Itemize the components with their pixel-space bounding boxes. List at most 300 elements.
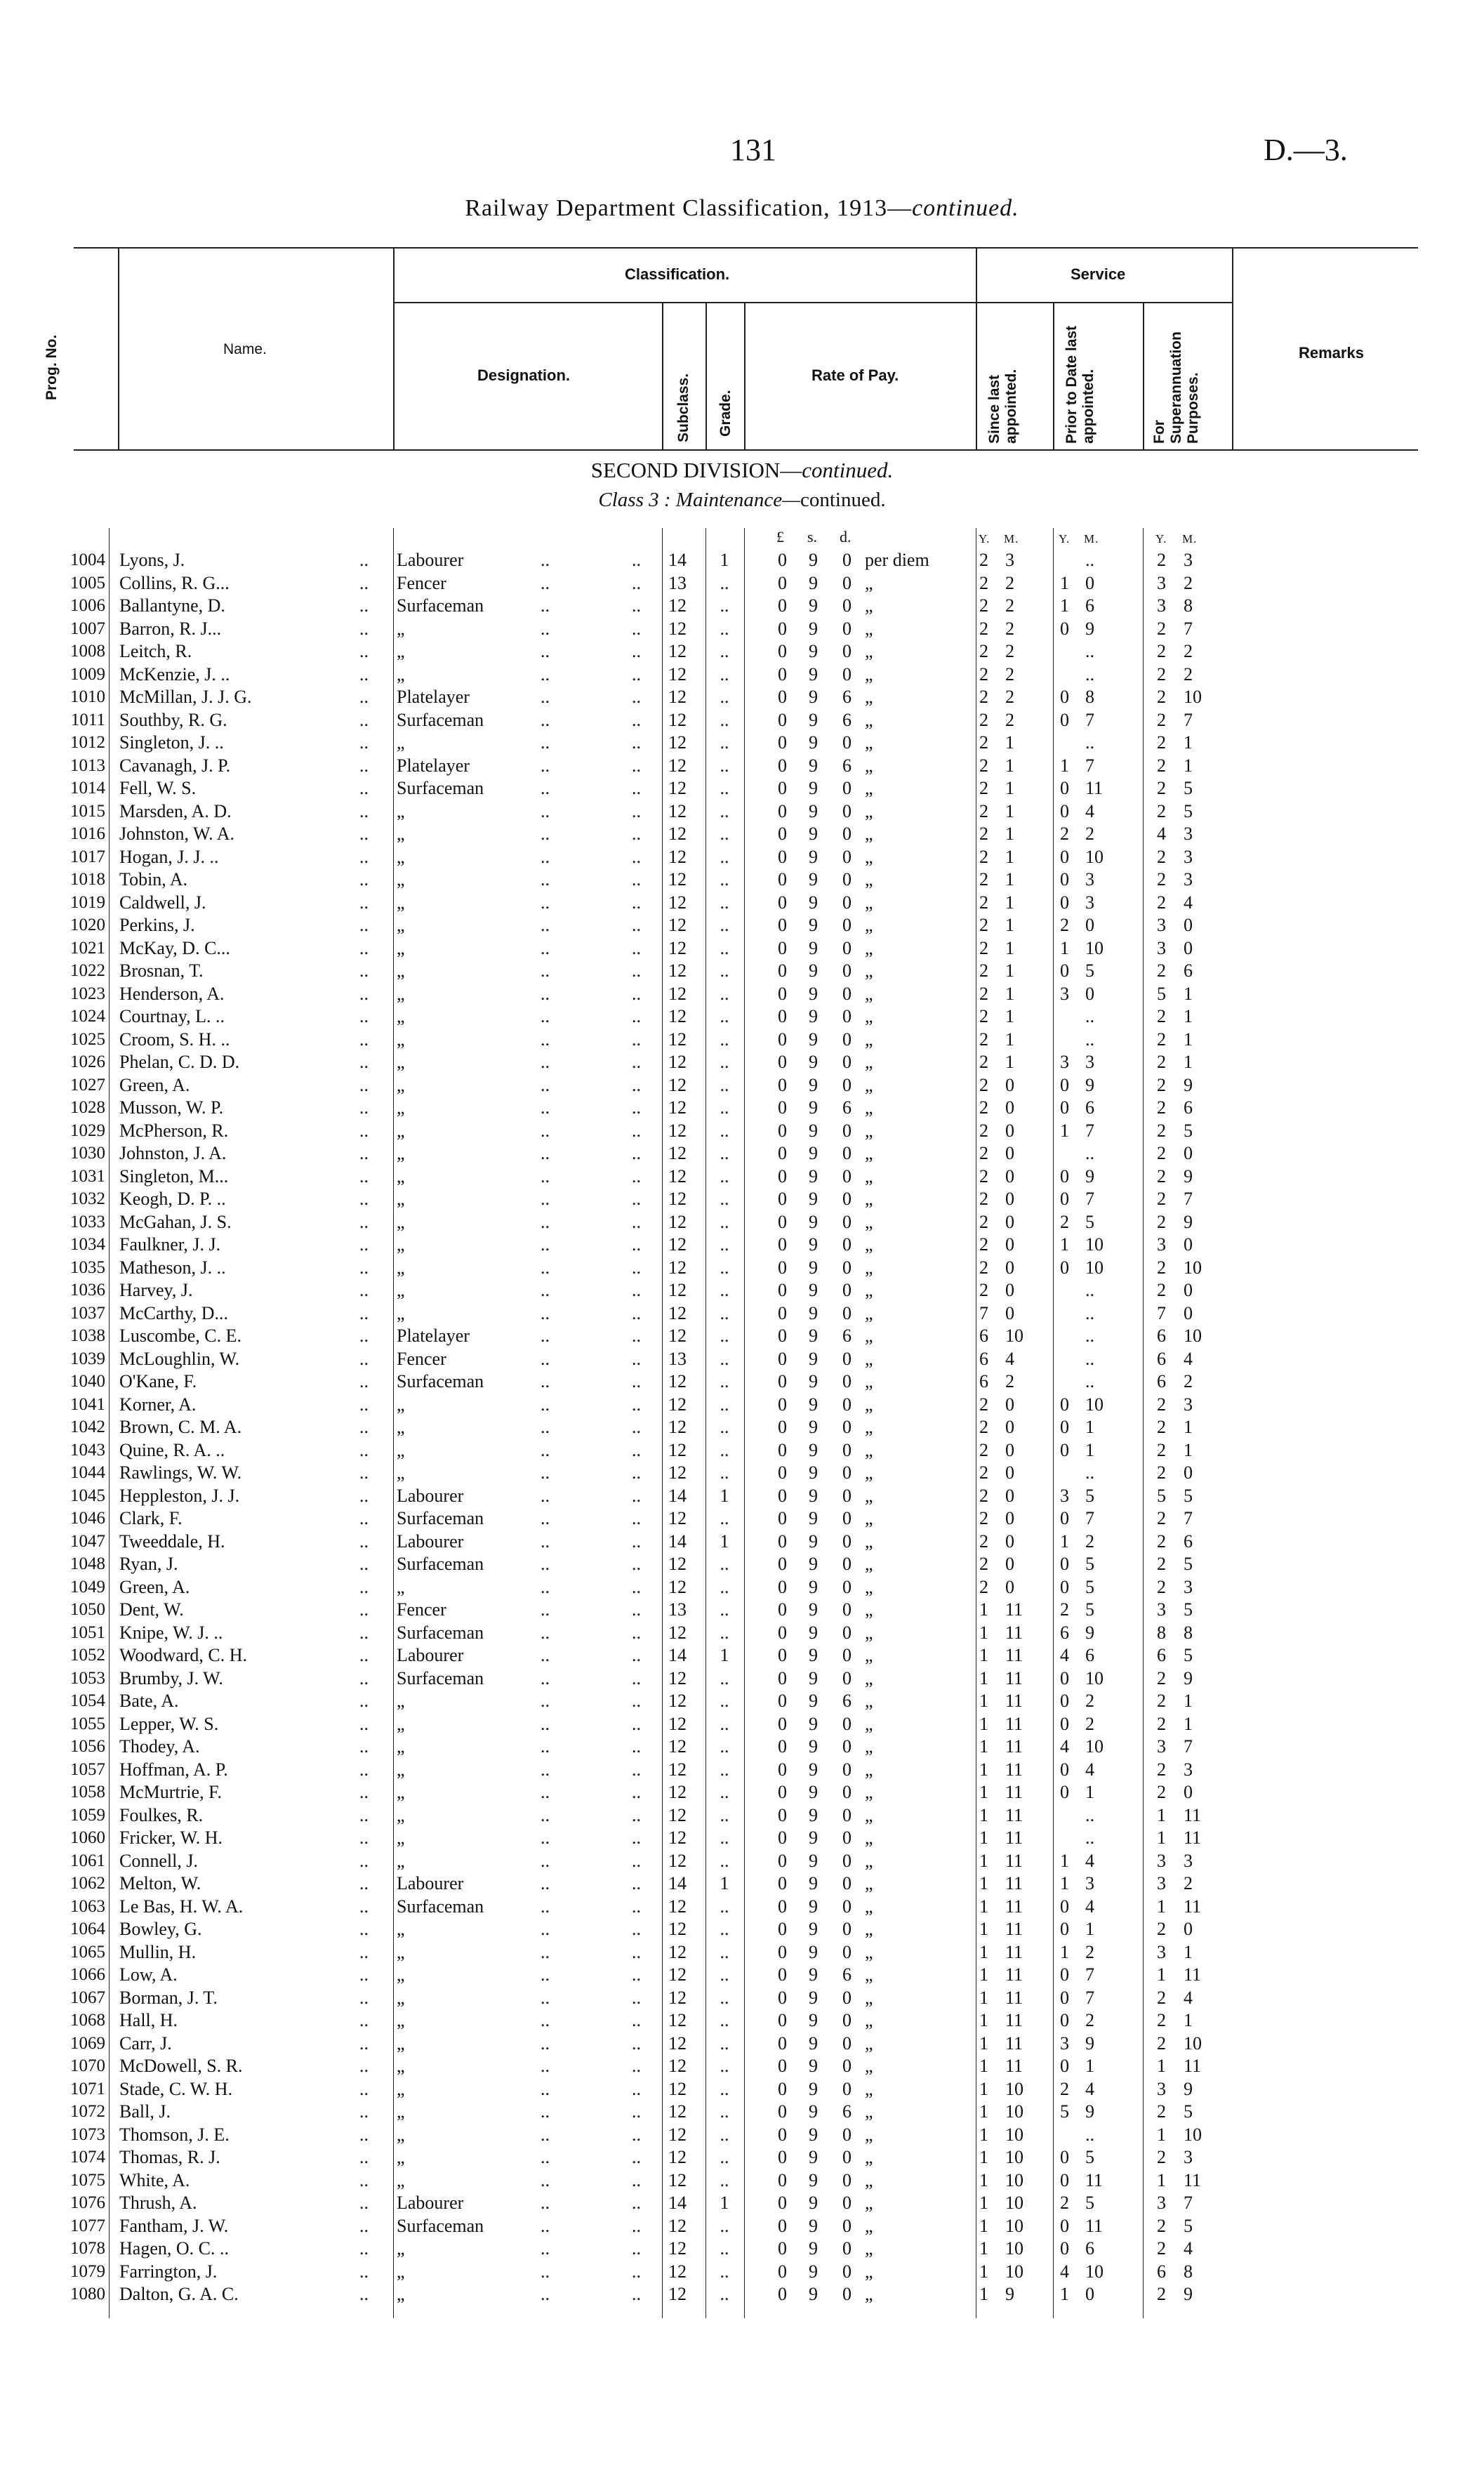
division-title [0, 458, 1484, 483]
designation: „ [397, 892, 405, 913]
super-years: 2 [1157, 892, 1166, 913]
grade: .. [720, 1189, 729, 1209]
super-years: 2 [1157, 1439, 1166, 1460]
pay-pence: 0 [842, 1029, 852, 1050]
pay-pounds: 0 [778, 1074, 787, 1095]
pay-shillings: 9 [809, 2238, 818, 2259]
prior-months: 4 [1085, 1850, 1094, 1871]
staff-name: Collins, R. G... [119, 572, 230, 593]
since-years: 2 [979, 1576, 988, 1597]
pay-pence: 0 [842, 1941, 852, 1962]
designation: „ [397, 1165, 405, 1186]
since-months: 1 [1005, 1006, 1014, 1026]
pay-pence: 6 [842, 1097, 852, 1118]
designation: Surfaceman [397, 778, 484, 798]
leader-dots: .. [541, 1759, 550, 1780]
pay-period: „ [865, 1919, 873, 1939]
designation: „ [397, 1736, 405, 1757]
prior-months: 1 [1085, 1417, 1094, 1437]
subclass: 12 [668, 1622, 687, 1643]
grade: .. [720, 1029, 729, 1050]
staff-name: Keogh, D. P. .. [119, 1189, 226, 1209]
unit-months: M. [1004, 532, 1019, 546]
staff-name: Perkins, J. [119, 915, 195, 935]
leader-dots: .. [541, 1417, 550, 1437]
pay-shillings: 9 [809, 1074, 818, 1095]
pay-pence: 0 [842, 1804, 852, 1825]
prog-no: 1040 [70, 1372, 105, 1391]
pay-period: „ [865, 1964, 873, 1985]
grade: .. [720, 1576, 729, 1597]
grade: .. [720, 1622, 729, 1643]
pay-period: „ [865, 595, 873, 616]
super-months: 7 [1184, 1189, 1193, 1209]
leader-dots: .. [632, 1074, 641, 1095]
table-row [0, 2055, 1484, 2078]
super-years: 2 [1157, 2032, 1166, 2054]
subclass: 12 [668, 2284, 687, 2304]
table-row [0, 800, 1484, 824]
designation: „ [397, 937, 405, 958]
pay-period: „ [865, 2215, 873, 2236]
prog-no: 1069 [70, 2033, 105, 2053]
since-years: 1 [979, 2032, 988, 2054]
prior-months: .. [1085, 1280, 1094, 1300]
prior-years: 0 [1060, 1987, 1069, 2008]
leader-dots: .. [541, 641, 550, 661]
prior-months: .. [1085, 1827, 1094, 1848]
super-months: 3 [1184, 1850, 1193, 1871]
table-row [0, 1690, 1484, 1713]
subclass: 12 [668, 2215, 687, 2236]
super-months: 7 [1184, 618, 1193, 639]
leader-dots: .. [359, 1097, 369, 1118]
table-row [0, 1120, 1484, 1143]
super-months: 5 [1184, 1645, 1193, 1665]
prior-months: 9 [1085, 618, 1094, 639]
super-years: 2 [1157, 732, 1166, 753]
prior-years: 0 [1060, 2056, 1069, 2076]
pay-shillings: 9 [809, 1713, 818, 1734]
prior-months: 0 [1085, 915, 1094, 935]
super-years: 2 [1157, 1394, 1166, 1415]
super-months: 2 [1184, 1371, 1193, 1391]
designation: „ [397, 800, 405, 821]
table-row [0, 1439, 1484, 1462]
super-months: 11 [1184, 2056, 1202, 2076]
pay-pounds: 0 [778, 2124, 787, 2145]
subclass: 12 [668, 2078, 687, 2099]
prog-no: 1011 [70, 710, 105, 729]
pay-period: per diem [865, 550, 929, 570]
since-months: 10 [1005, 2147, 1023, 2167]
pay-period: „ [865, 1782, 873, 1802]
prior-months: 3 [1085, 869, 1094, 890]
pay-period: „ [865, 1074, 873, 1095]
since-months: 11 [1005, 1713, 1023, 1734]
super-months: 6 [1184, 960, 1193, 981]
pay-pounds: 0 [778, 550, 787, 570]
prog-no: 1035 [70, 1257, 105, 1277]
pay-pounds: 0 [778, 2101, 787, 2122]
leader-dots: .. [632, 1302, 641, 1323]
pay-pounds: 0 [778, 1873, 787, 1893]
leader-dots: .. [541, 1006, 550, 1026]
super-years: 3 [1157, 2193, 1166, 2213]
since-months: 0 [1005, 1462, 1014, 1483]
leader-dots: .. [632, 1873, 641, 1893]
super-months: 6 [1184, 1097, 1193, 1118]
table-row [0, 2169, 1484, 2193]
table-row [0, 1872, 1484, 1896]
super-months: 7 [1184, 2193, 1193, 2213]
pay-shillings: 9 [809, 732, 818, 753]
prior-years: 1 [1060, 1850, 1069, 1871]
since-months: 1 [1005, 778, 1014, 798]
pay-pence: 0 [842, 824, 852, 844]
pay-pounds: 0 [778, 1165, 787, 1186]
staff-name: Bate, A. [119, 1691, 179, 1711]
since-years: 2 [979, 1394, 988, 1415]
leader-dots: .. [359, 1371, 369, 1391]
prior-years: 0 [1060, 2238, 1069, 2259]
super-years: 1 [1157, 1827, 1166, 1848]
pay-pence: 0 [842, 1439, 852, 1460]
leader-dots: .. [541, 1964, 550, 1985]
leader-dots: .. [541, 869, 550, 890]
super-years: 2 [1157, 1211, 1166, 1232]
since-years: 1 [979, 1759, 988, 1780]
pay-pounds: 0 [778, 1554, 787, 1574]
prior-months: 6 [1085, 1097, 1094, 1118]
prior-months: 10 [1085, 1234, 1104, 1255]
super-years: 2 [1157, 755, 1166, 776]
leader-dots: .. [632, 1326, 641, 1346]
prior-months: 7 [1085, 1964, 1094, 1985]
pay-shillings: 9 [809, 663, 818, 685]
grade: .. [720, 1804, 729, 1825]
header-bottom-rule [74, 449, 1418, 451]
prog-no: 1018 [70, 870, 105, 889]
staff-name: Matheson, J. .. [119, 1257, 226, 1278]
pay-period: „ [865, 2101, 873, 2122]
prior-years: 4 [1060, 1645, 1069, 1665]
leader-dots: .. [632, 1964, 641, 1985]
table-row [0, 1416, 1484, 1439]
pay-pounds: 0 [778, 1782, 787, 1802]
staff-name: White, A. [119, 2169, 190, 2190]
pay-shillings: 9 [809, 2101, 818, 2122]
super-years: 2 [1157, 1987, 1166, 2008]
staff-name: Ryan, J. [119, 1554, 178, 1574]
leader-dots: .. [541, 2215, 550, 2236]
pay-pence: 6 [842, 755, 852, 776]
table-row [0, 960, 1484, 983]
grade: .. [720, 1987, 729, 2008]
staff-name: O'Kane, F. [119, 1371, 197, 1391]
pay-pounds: 0 [778, 687, 787, 707]
pay-period: „ [865, 892, 873, 913]
staff-name: Mullin, H. [119, 1941, 197, 1962]
pay-pounds: 0 [778, 1143, 787, 1163]
super-months: 3 [1184, 1759, 1193, 1780]
grade: .. [720, 1462, 729, 1483]
subclass: 12 [668, 755, 687, 776]
pay-pence: 0 [842, 2078, 852, 2099]
leader-dots: .. [632, 2261, 641, 2282]
super-months: 3 [1184, 824, 1193, 844]
leader-dots: .. [541, 1052, 550, 1072]
pay-period: „ [865, 1097, 873, 1118]
document-title [0, 195, 1484, 222]
prog-no: 1054 [70, 1691, 105, 1710]
super-years: 2 [1157, 800, 1166, 821]
pay-shillings: 9 [809, 892, 818, 913]
subclass: 12 [668, 937, 687, 958]
pay-pounds: 0 [778, 824, 787, 844]
subclass: 14 [668, 2193, 687, 2213]
leader-dots: .. [632, 732, 641, 753]
super-years: 2 [1157, 1029, 1166, 1050]
grade: .. [720, 2032, 729, 2054]
subclass: 12 [668, 960, 687, 981]
leader-dots: .. [359, 1713, 369, 1734]
super-months: 0 [1184, 915, 1193, 935]
prior-months: .. [1085, 1143, 1094, 1163]
since-months: 0 [1005, 1554, 1014, 1574]
pay-pence: 0 [842, 892, 852, 913]
pay-shillings: 9 [809, 1371, 818, 1391]
subclass: 12 [668, 663, 687, 685]
leader-dots: .. [541, 1576, 550, 1597]
designation: „ [397, 869, 405, 890]
pay-period: „ [865, 2147, 873, 2167]
subclass: 13 [668, 1599, 687, 1620]
pay-shillings: 9 [809, 641, 818, 661]
designation: „ [397, 1964, 405, 1985]
leader-dots: .. [359, 663, 369, 685]
super-years: 2 [1157, 2010, 1166, 2030]
since-months: 0 [1005, 1074, 1014, 1095]
staff-name: McDowell, S. R. [119, 2056, 243, 2076]
leader-dots: .. [541, 1394, 550, 1415]
pay-pence: 0 [842, 800, 852, 821]
super-years: 2 [1157, 1052, 1166, 1072]
since-years: 2 [979, 1234, 988, 1255]
prog-no: 1028 [70, 1098, 105, 1117]
prior-months: 2 [1085, 1941, 1094, 1962]
prior-months: 1 [1085, 2056, 1094, 2076]
prog-no: 1019 [70, 892, 105, 912]
pay-pence: 0 [842, 1165, 852, 1186]
prog-no: 1007 [70, 619, 105, 638]
pay-period: „ [865, 2078, 873, 2099]
super-years: 2 [1157, 1576, 1166, 1597]
leader-dots: .. [359, 1941, 369, 1962]
leader-dots: .. [632, 1531, 641, 1552]
staff-name: Farrington, J. [119, 2261, 218, 2282]
grade: .. [720, 1599, 729, 1620]
table-row [0, 1370, 1484, 1394]
leader-dots: .. [359, 2078, 369, 2099]
class-title [0, 489, 1484, 512]
since-months: 9 [1005, 2284, 1014, 2304]
super-months: 1 [1184, 755, 1193, 776]
leader-dots: .. [359, 1554, 369, 1574]
leader-dots: .. [359, 641, 369, 661]
prior-months: 1 [1085, 1919, 1094, 1939]
since-months: 10 [1005, 2215, 1023, 2236]
leader-dots: .. [541, 778, 550, 798]
prior-years: 0 [1060, 1554, 1069, 1574]
super-years: 3 [1157, 1850, 1166, 1871]
super-months: 0 [1184, 1462, 1193, 1483]
since-years: 1 [979, 1782, 988, 1802]
prog-no: 1071 [70, 2079, 105, 2098]
pay-pence: 0 [842, 1987, 852, 2008]
super-years: 2 [1157, 2238, 1166, 2259]
pay-pence: 0 [842, 2056, 852, 2076]
pay-pounds: 0 [778, 1417, 787, 1437]
designation: „ [397, 732, 405, 753]
header-divider [705, 302, 707, 449]
leader-dots: .. [632, 1439, 641, 1460]
grade: .. [720, 800, 729, 821]
prior-years: 2 [1060, 1599, 1069, 1620]
prior-months: 5 [1085, 960, 1094, 981]
super-months: 8 [1184, 1622, 1193, 1643]
super-years: 3 [1157, 1599, 1166, 1620]
staff-name: Foulkes, R. [119, 1804, 204, 1825]
pay-shillings: 9 [809, 1120, 818, 1141]
since-months: 11 [1005, 1941, 1023, 1962]
pay-shillings: 9 [809, 1394, 818, 1415]
leader-dots: .. [632, 1097, 641, 1118]
super-years: 2 [1157, 709, 1166, 730]
pay-pounds: 0 [778, 892, 787, 913]
pay-period: „ [865, 1713, 873, 1734]
pay-shillings: 9 [809, 846, 818, 867]
since-years: 2 [979, 732, 988, 753]
header-divider [118, 247, 119, 449]
leader-dots: .. [359, 2215, 369, 2236]
staff-name: McGahan, J. S. [119, 1211, 232, 1232]
pay-shillings: 9 [809, 1462, 818, 1483]
pay-pounds: 0 [778, 2238, 787, 2259]
super-years: 3 [1157, 572, 1166, 593]
pay-shillings: 9 [809, 1211, 818, 1232]
leader-dots: .. [359, 1782, 369, 1802]
since-years: 1 [979, 2101, 988, 2122]
since-months: 2 [1005, 572, 1014, 593]
header-divider [1232, 247, 1233, 449]
designation: „ [397, 824, 405, 844]
grade: 1 [720, 1873, 729, 1893]
pay-pence: 0 [842, 1074, 852, 1095]
grade: .. [720, 595, 729, 616]
subclass: 12 [668, 732, 687, 753]
since-years: 1 [979, 1804, 988, 1825]
super-years: 2 [1157, 1280, 1166, 1300]
staff-name: Fell, W. S. [119, 778, 197, 798]
subclass: 12 [668, 1919, 687, 1939]
prog-no: 1077 [70, 2216, 105, 2235]
pay-shillings: 9 [809, 1987, 818, 2008]
since-years: 2 [979, 1052, 988, 1072]
grade: 1 [720, 2193, 729, 2213]
pay-shillings: 9 [809, 1165, 818, 1186]
subclass: 12 [668, 2124, 687, 2145]
subclass: 12 [668, 1896, 687, 1917]
prior-months: 10 [1085, 937, 1104, 958]
leader-dots: .. [632, 778, 641, 798]
leader-dots: .. [632, 1782, 641, 1802]
since-months: 10 [1005, 2078, 1023, 2099]
pay-shillings: 9 [809, 915, 818, 935]
staff-name: Borman, J. T. [119, 1987, 218, 2008]
grade: .. [720, 1394, 729, 1415]
pay-pounds: 0 [778, 1234, 787, 1255]
table-row [0, 640, 1484, 663]
since-months: 1 [1005, 1029, 1014, 1050]
since-years: 7 [979, 1302, 988, 1323]
leader-dots: .. [541, 2193, 550, 2213]
super-years: 3 [1157, 937, 1166, 958]
pay-pounds: 0 [778, 1439, 787, 1460]
leader-dots: .. [359, 1257, 369, 1278]
pay-period: „ [865, 1667, 873, 1688]
staff-name: Fantham, J. W. [119, 2215, 229, 2236]
prior-months: 3 [1085, 1873, 1094, 1893]
designation: „ [397, 2169, 405, 2190]
pay-shillings: 9 [809, 1873, 818, 1893]
pay-period: „ [865, 1736, 873, 1757]
prog-no: 1008 [70, 642, 105, 661]
prior-years: 0 [1060, 1394, 1069, 1415]
leader-dots: .. [632, 1029, 641, 1050]
leader-dots: .. [541, 800, 550, 821]
subclass: 12 [668, 2056, 687, 2076]
leader-dots: .. [632, 1211, 641, 1232]
leader-dots: .. [541, 1097, 550, 1118]
prog-no: 1072 [70, 2102, 105, 2121]
pay-shillings: 9 [809, 1896, 818, 1917]
leader-dots: .. [541, 2238, 550, 2259]
leader-dots: .. [541, 824, 550, 844]
staff-name: Quine, R. A. .. [119, 1439, 225, 1460]
since-months: 1 [1005, 1052, 1014, 1072]
staff-name: Carr, J. [119, 2032, 172, 2054]
designation: „ [397, 1257, 405, 1278]
since-months: 11 [1005, 1919, 1023, 1939]
prior-months: .. [1085, 1371, 1094, 1391]
prior-years: 1 [1060, 1873, 1069, 1893]
pay-pounds: 0 [778, 641, 787, 661]
grade: .. [720, 1736, 729, 1757]
designation: „ [397, 2124, 405, 2145]
since-months: 1 [1005, 915, 1014, 935]
super-months: 3 [1184, 550, 1193, 570]
prior-months: 5 [1085, 1211, 1094, 1232]
staff-name: Phelan, C. D. D. [119, 1052, 240, 1072]
grade: .. [720, 1919, 729, 1939]
super-months: 0 [1184, 1143, 1193, 1163]
prior-months: 6 [1085, 1645, 1094, 1665]
leader-dots: .. [359, 824, 369, 844]
table-row [0, 1553, 1484, 1576]
leader-dots: .. [632, 2056, 641, 2076]
grade: .. [720, 709, 729, 730]
